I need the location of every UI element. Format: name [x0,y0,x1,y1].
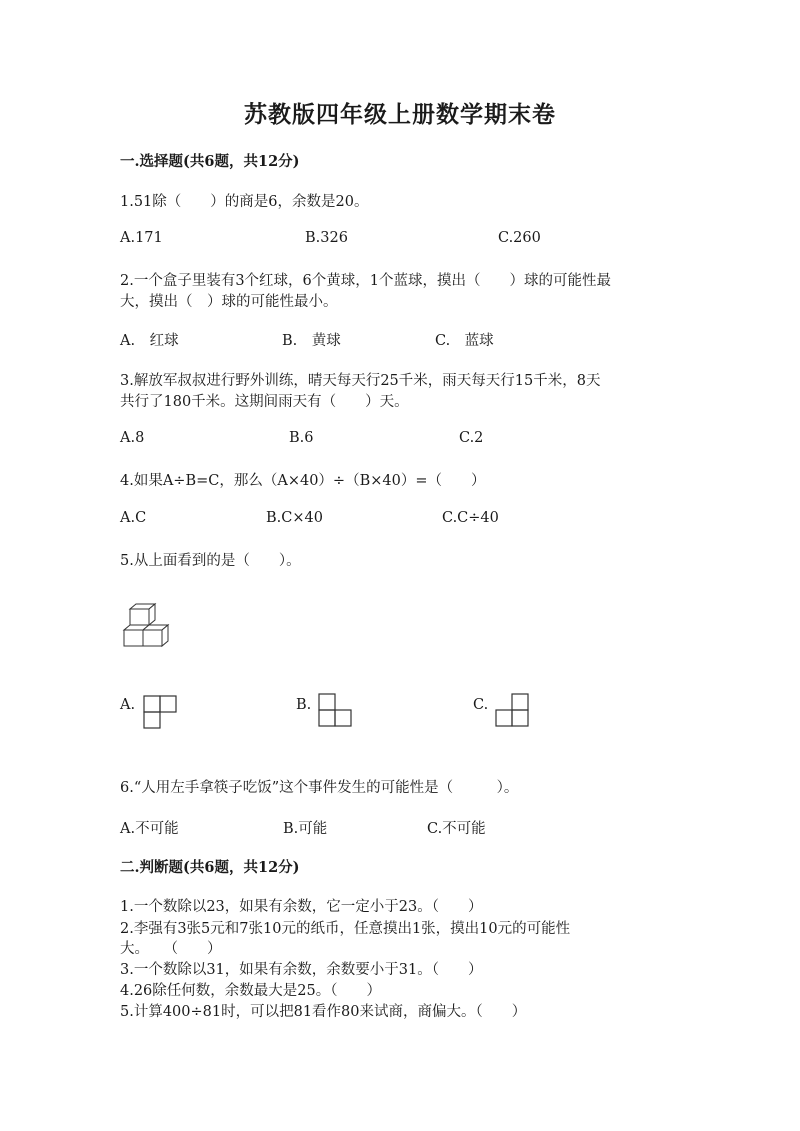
question-2-line-2: 大，摸出（ ）球的可能性最小。 [120,294,338,310]
question-1-option-b: B.326 [305,230,348,246]
question-6-option-c: C.不可能 [427,821,486,837]
question-2-option-a: A. 红球 [120,333,179,349]
page-title: 苏教版四年级上册数学期末卷 [244,101,556,128]
question-5: 5.从上面看到的是（ ）。 [120,553,301,569]
question-6: 6.“人用左手拿筷子吃饭”这个事件发生的可能性是（ ）。 [120,780,519,796]
cube-stack-figure [120,602,180,650]
question-1-option-a: A.171 [120,230,163,246]
judgement-item: 5.计算400÷81时，可以把81看作80来试商，商偏大。（ ） [120,1004,527,1020]
question-5-option-a: A. [120,697,136,713]
question-4-option-c: C.C÷40 [442,510,499,526]
section-heading-choice: 一.选择题(共6题，共12分) [120,153,300,170]
question-6-option-a: A.不可能 [120,821,179,837]
question-4: 4.如果A÷B=C，那么（A×40）÷（B×40）=（ ） [120,473,486,489]
option-b-top-view-icon [318,693,352,727]
question-6-option-b: B.可能 [283,821,328,837]
section-heading-judgement: 二.判断题(共6题，共12分) [120,859,300,876]
question-3-option-c: C.2 [459,430,484,446]
question-3-line-2: 共行了180千米。这期间雨天有（ ）天。 [120,394,409,410]
question-4-option-b: B.C×40 [266,510,323,526]
question-2-option-b: B. 黄球 [282,333,341,349]
question-4-option-a: A.C [120,510,147,526]
question-1-option-c: C.260 [498,230,541,246]
judgement-item: 2.李强有3张5元和7张10元的纸币，任意摸出1张，摸出10元的可能性 [120,921,571,937]
judgement-item: 4.26除任何数，余数最大是25。（ ） [120,983,381,999]
question-3-option-a: A.8 [120,430,145,446]
judgement-item: 大。 （ ） [120,941,222,957]
question-5-option-c: C. [473,697,489,713]
option-c-top-view-icon [495,693,529,727]
option-a-top-view-icon [143,695,177,729]
question-2-option-c: C. 蓝球 [435,333,494,349]
judgement-item: 3.一个数除以31，如果有余数，余数要小于31。（ ） [120,962,483,978]
question-2-line-1: 2.一个盒子里装有3个红球，6个黄球，1个蓝球，摸出（ ）球的可能性最 [120,273,612,289]
question-3-option-b: B.6 [289,430,314,446]
question-5-option-b: B. [296,697,312,713]
question-1: 1.51除（ ）的商是6，余数是20。 [120,194,369,210]
judgement-item: 1.一个数除以23，如果有余数，它一定小于23。（ ） [120,899,483,915]
question-3-line-1: 3.解放军叔叔进行野外训练，晴天每天行25千米，雨天每天行15千米，8天 [120,373,601,389]
